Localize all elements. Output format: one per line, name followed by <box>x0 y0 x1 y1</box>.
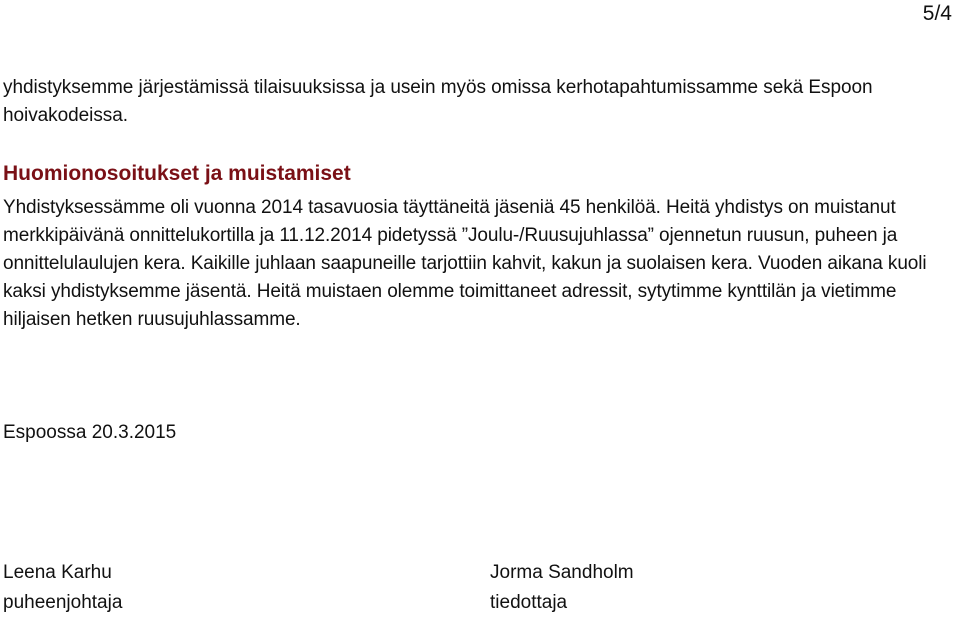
section-heading: Huomionosoitukset ja muistamiset <box>3 162 351 185</box>
signature-name: Leena Karhu <box>3 562 112 583</box>
signature-right <box>490 558 634 618</box>
signature-role: tiedottaja <box>490 592 568 613</box>
signature-role: puheenjohtaja <box>3 592 123 613</box>
section-paragraph: Yhdistyksessämme oli vuonna 2014 tasavuosia täyttäneitä jäseniä 45 henkilöä. Heitä yhdistys on muistanut merkkipäivänä onnittelukortilla ja 11.12.2014 pidetyssä ”Joulu-/Ruusujuhlassa” ojennetun ruusun, puheen ja onnittelulaulujen kera. Kaikille juhlaan saapuneille tarjottiin kahvit, kakun ja suolaisen kera. Vuoden aikana kuoli kaksi yhdistyksemme jäsentä. Heitä muistaen olemme toimittaneet adressit, sytytimme kynttilän ja vietimme hiljaisen hetken ruusujuhlassamme. <box>3 197 927 330</box>
section-body <box>3 194 950 334</box>
intro-paragraph: yhdistyksemme järjestämissä tilaisuuksissa ja usein myös omissa kerhotapahtumissamme sekä Espoon hoivakodeissa. <box>3 77 873 126</box>
signature-name: Jorma Sandholm <box>490 562 634 583</box>
page-number: 5/4 <box>922 2 952 25</box>
place-date: Espoossa 20.3.2015 <box>3 422 177 443</box>
signature-left <box>3 558 122 618</box>
